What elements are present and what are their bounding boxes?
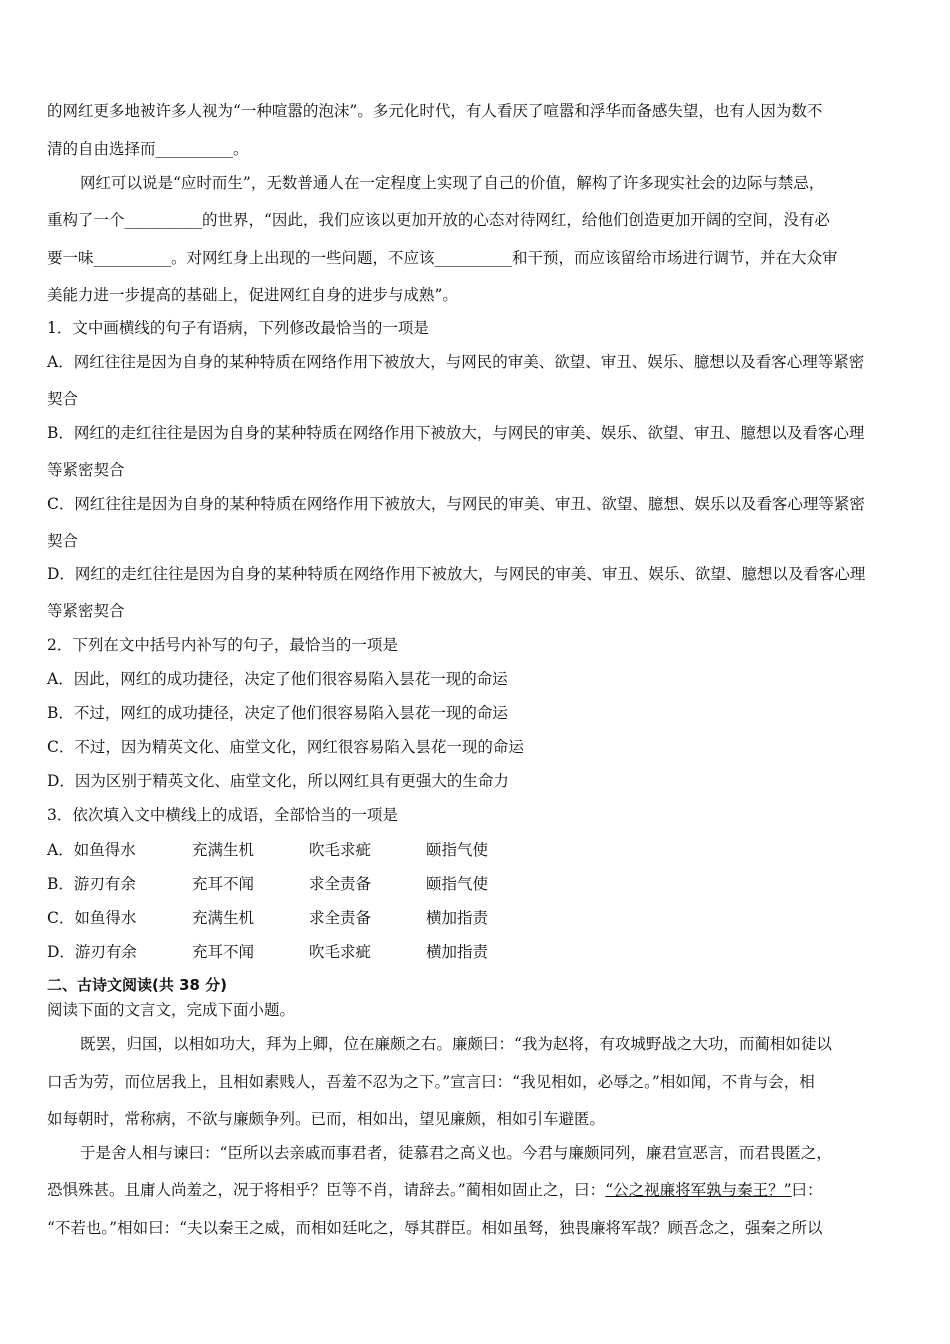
option-line: A．网红往往是因为自身的某种特质在网络作用下被放大，与网民的审美、欲望、审丑、娱乐、臆想以及看客心理等紧密 [47,353,865,371]
option-line: B．不过，网红的成功捷径，决定了他们很容易陷入昙花一现的命运 [47,704,508,722]
option-idiom: 求全责备 [309,875,372,893]
option-idiom: 吹毛求疵 [309,841,372,859]
option-label: B．游刃有余 [47,875,136,893]
passage-text: 恐惧殊甚。且庸人尚羞之，况于将相乎？臣等不肖，请辞去。”蔺相如固止之，曰： [47,1181,606,1199]
option-idiom: 横加指责 [426,909,489,927]
option-label: A．如鱼得水 [47,841,136,859]
option-line: 等紧密契合 [47,602,125,620]
option-idiom: 颐指气使 [426,875,489,893]
option-idiom: 颐指气使 [426,841,489,859]
option-idiom: 充耳不闻 [192,875,255,893]
question-stem: 3．依次填入文中横线上的成语，全部恰当的一项是 [47,806,398,824]
option-label: C．如鱼得水 [47,909,137,927]
option-idiom: 横加指责 [426,943,489,961]
option-idiom: 充满生机 [192,841,255,859]
passage-line: 要一味__________。对网红身上出现的一些问题，不应该__________和干预，而应该留给市场进行调节，并在大众审 [47,249,838,267]
option-idiom: 吹毛求疵 [309,943,372,961]
passage-line: 如每朝时，常称病，不欲与廉颇争列。已而，相如出，望见廉颇，相如引车避匿。 [47,1110,606,1128]
option-idiom: 充满生机 [192,909,255,927]
option-line: A．因此，网红的成功捷径，决定了他们很容易陷入昙花一现的命运 [47,670,508,688]
passage-line: 于是舍人相与谏曰：“臣所以去亲戚而事君者，徒慕君之高义也。今君与廉颇同列，廉君宣恶言，而君畏匿之， [80,1144,832,1162]
option-line: B．网红的走红往往是因为自身的某种特质在网络作用下被放大，与网民的审美、娱乐、欲望、审丑、臆想以及看客心理 [47,424,865,442]
passage-line: 清的自由选择而__________。 [47,140,249,158]
option-line: D．因为区别于精英文化、庙堂文化，所以网红具有更强大的生命力 [47,772,509,790]
passage-line [47,1180,823,1200]
underlined-sentence: “公之视廉将军孰与秦王？” [605,1181,792,1199]
question-stem: 1．文中画横线的句子有语病，下列修改最恰当的一项是 [47,319,429,337]
passage-line: 重构了一个__________的世界，“因此，我们应该以更加开放的心态对待网红，给他们创造更加开阔的空间，没有必 [47,211,830,229]
section-instruction: 阅读下面的文言文，完成下面小题。 [47,1001,296,1019]
option-idiom: 充耳不闻 [192,943,255,961]
section-heading: 二、古诗文阅读(共 38 分) [47,976,228,994]
option-line: D．网红的走红往往是因为自身的某种特质在网络作用下被放大，与网民的审美、审丑、娱乐、欲望、臆想以及看客心理 [47,565,866,583]
passage-text: 曰： [791,1181,823,1199]
option-line: C．不过，因为精英文化、庙堂文化，网红很容易陷入昙花一现的命运 [47,738,524,756]
question-stem: 2．下列在文中括号内补写的句子，最恰当的一项是 [47,636,398,654]
passage-line: “不若也。”相如曰：“夫以秦王之威，而相如廷叱之，辱其群臣。相如虽驽，独畏廉将军哉？顾吾念之，强秦之所以 [47,1219,823,1237]
passage-line: 既罢，归国，以相如功大，拜为上卿，位在廉颇之右。廉颇曰：“我为赵将，有攻城野战之大功，而蔺相如徒以 [80,1035,832,1053]
passage-line: 网红可以说是“应时而生”，无数普通人在一定程度上实现了自己的价值，解构了许多现实社会的边际与禁忌， [80,174,825,192]
option-line: 契合 [47,390,79,408]
option-label: D．游刃有余 [47,943,137,961]
option-line: 契合 [47,532,79,550]
passage-line: 的网红更多地被许多人视为“一种喧嚣的泡沫”。多元化时代，有人看厌了喧嚣和浮华而备感失望，也有人因为数不 [47,102,823,120]
option-line: 等紧密契合 [47,461,125,479]
passage-line: 美能力进一步提高的基础上，促进网红自身的进步与成熟”。 [47,286,458,304]
option-line: C．网红往往是因为自身的某种特质在网络作用下被放大，与网民的审美、审丑、欲望、臆想、娱乐以及看客心理等紧密 [47,495,865,513]
passage-line: 口舌为劳，而位居我上，且相如素贱人，吾羞不忍为之下。”宣言曰：“我见相如，必辱之。”相如闻，不肯与会，相 [47,1073,815,1091]
option-idiom: 求全责备 [309,909,372,927]
